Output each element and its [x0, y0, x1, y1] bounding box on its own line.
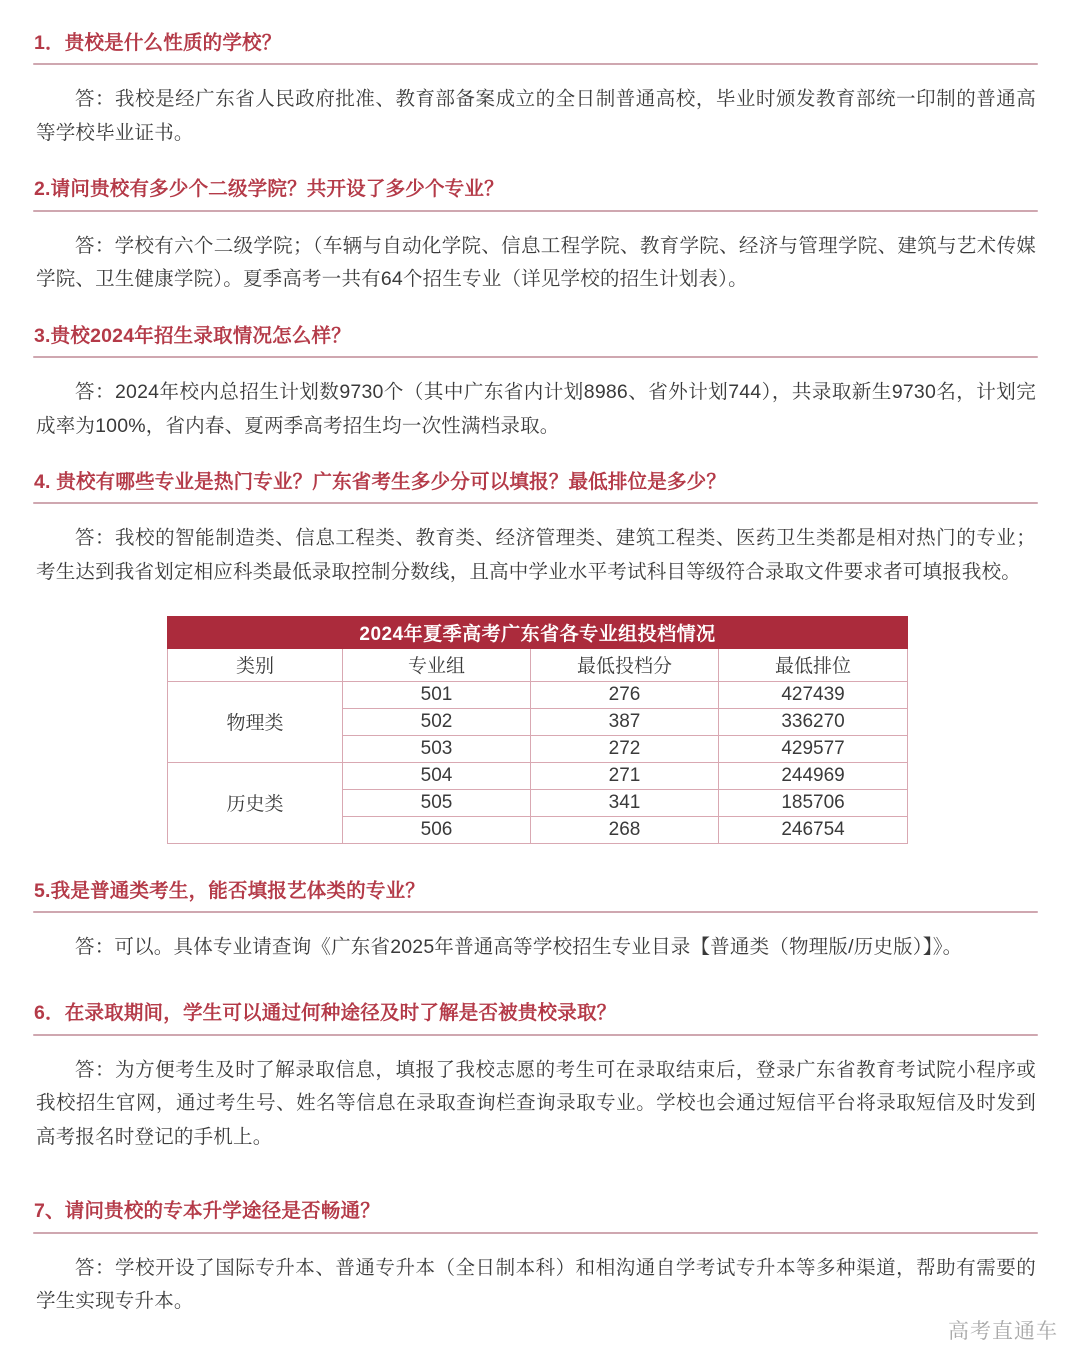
row-group-physics: 物理类 — [168, 681, 343, 762]
cell-min-rank: 244969 — [719, 762, 908, 789]
cell-min-rank: 427439 — [719, 681, 908, 708]
faq-question-6: 6．在录取期间，学生可以通过何种途径及时了解是否被贵校录取？ — [34, 1002, 617, 1025]
faq-question-7: 7、请问贵校的专本升学途径是否畅通？ — [34, 1200, 380, 1223]
faq-question-2: 2.请问贵校有多少个二级学院？共开设了多少个专业？ — [34, 178, 504, 201]
table-row — [168, 681, 908, 708]
column-header-group: 专业组 — [343, 648, 531, 681]
faq-item-1 — [30, 30, 1050, 150]
faq-question-5: 5.我是普通类考生，能否填报艺体类的专业？ — [34, 879, 425, 902]
faq-item-6 — [30, 1000, 1050, 1154]
admission-score-table — [167, 616, 908, 844]
faq-item-3 — [30, 323, 1050, 443]
cell-group: 505 — [343, 789, 531, 816]
faq-answer-5: 答：可以。具体专业请查询《广东省2025年普通高等学校招生专业目录【普通类（物理版/历史版）】》。 — [75, 935, 963, 958]
table-header-row — [168, 648, 908, 681]
cell-group: 506 — [343, 816, 531, 843]
admission-score-table-wrapper — [167, 616, 908, 844]
cell-min-score: 268 — [531, 816, 719, 843]
cell-min-score: 271 — [531, 762, 719, 789]
cell-min-score: 276 — [531, 681, 719, 708]
faq-item-7 — [30, 1198, 1050, 1318]
faq-answer-7: 答：学校开设了国际专升本、普通专升本（全日制本科）和相沟通自学考试专升本等多种渠道，帮助有需要的学生实现专升本。 — [36, 1256, 1036, 1313]
faq-answer-3: 答：2024年校内总招生计划数9730个（其中广东省内计划8986、省外计划744），共录取新生9730名，计划完成率为100%，省内春、夏两季高考招生均一次性满档录取。 — [36, 381, 1036, 437]
faq-answer-6: 答：为方便考生及时了解录取信息，填报了我校志愿的考生可在录取结束后，登录广东省教育考试院小程序或我校招生官网，通过考生号、姓名等信息在录取查询栏查询录取专业。学校也会通过短信平台将录取短信及时发到高考报名时登记的手机上。 — [36, 1058, 1036, 1148]
column-header-min-score: 最低投档分 — [531, 648, 719, 681]
column-header-category: 类别 — [168, 648, 343, 681]
faq-question-4: 4. 贵校有哪些专业是热门专业？广东省考生多少分可以填报？最低排位是多少？ — [34, 471, 727, 494]
faq-question-3: 3.贵校2024年招生录取情况怎么样？ — [34, 324, 351, 347]
cell-min-score: 341 — [531, 789, 719, 816]
row-group-history: 历史类 — [168, 762, 343, 843]
faq-item-4 — [30, 469, 1050, 589]
top-spacer — [30, 0, 1050, 30]
cell-group: 503 — [343, 735, 531, 762]
table-title: 2024年夏季高考广东省各专业组投档情况 — [168, 616, 908, 648]
cell-min-rank: 429577 — [719, 735, 908, 762]
cell-min-rank: 336270 — [719, 708, 908, 735]
cell-group: 501 — [343, 681, 531, 708]
table-row — [168, 762, 908, 789]
cell-min-rank: 246754 — [719, 816, 908, 843]
cell-group: 502 — [343, 708, 531, 735]
watermark: 高考直通车 — [948, 1320, 1058, 1343]
cell-group: 504 — [343, 762, 531, 789]
table-title-row — [168, 616, 908, 648]
column-header-min-rank: 最低排位 — [719, 648, 908, 681]
faq-item-2 — [30, 176, 1050, 296]
cell-min-score: 272 — [531, 735, 719, 762]
cell-min-score: 387 — [531, 708, 719, 735]
faq-answer-2: 答：学校有六个二级学院；（车辆与自动化学院、信息工程学院、教育学院、经济与管理学院、建筑与艺术传媒学院、卫生健康学院）。夏季高考一共有64个招生专业（详见学校的招生计划表）。 — [36, 234, 1036, 291]
faq-question-1: 1．贵校是什么性质的学校？ — [34, 32, 282, 54]
faq-answer-4: 答：我校的智能制造类、信息工程类、教育类、经济管理类、建筑工程类、医药卫生类都是相对热门的专业；考生达到我省划定相应科类最低录取控制分数线，且高中学业水平考试科目等级符合录取文件要求者可填报我校。 — [36, 527, 1036, 583]
faq-answer-1: 答：我校是经广东省人民政府批准、教育部备案成立的全日制普通高校，毕业时颁发教育部统一印制的普通高等学校毕业证书。 — [36, 88, 1036, 144]
cell-min-rank: 185706 — [719, 789, 908, 816]
faq-item-5 — [30, 878, 1050, 965]
